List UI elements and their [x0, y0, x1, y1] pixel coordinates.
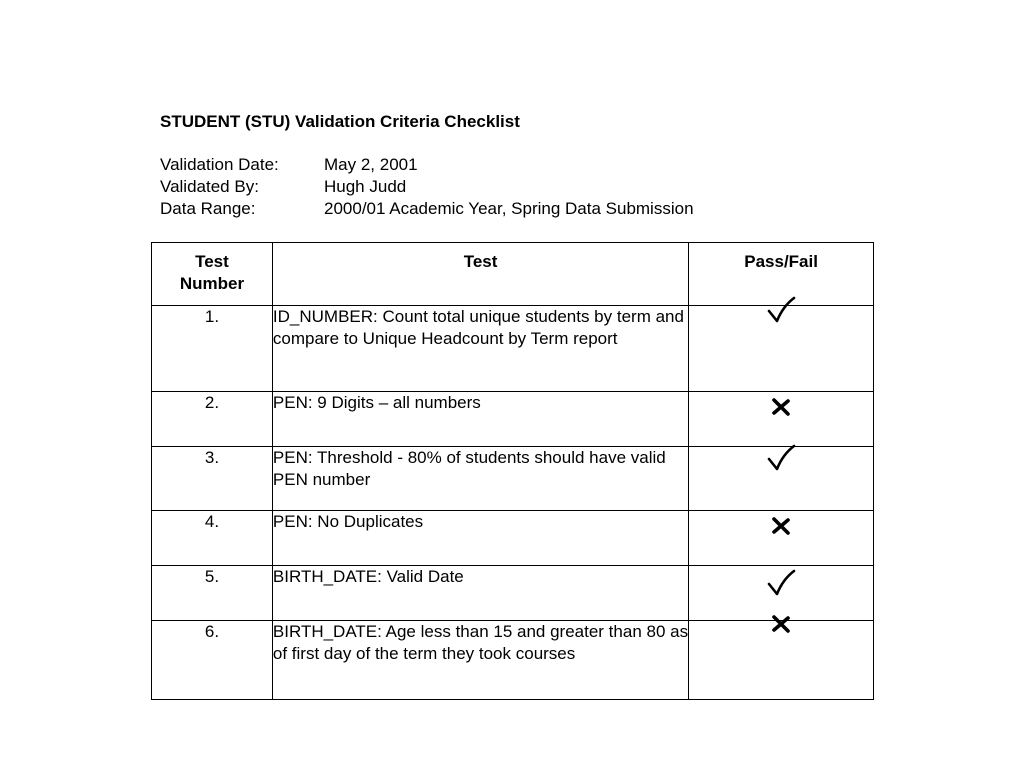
table-row	[152, 621, 874, 700]
test-description-cell: ID_NUMBER: Count total unique students by term and compare to Unique Headcount by Term report	[272, 306, 688, 392]
pass-fail-cell	[689, 392, 874, 447]
test-number-cell: 3.	[152, 447, 273, 511]
cross-mark-icon	[770, 613, 792, 641]
test-description-cell: BIRTH_DATE: Age less than 15 and greater than 80 as of first day of the term they took courses	[272, 621, 688, 700]
test-number-cell: 1.	[152, 306, 273, 392]
cross-mark-icon	[770, 515, 792, 543]
data-range-value: 2000/01 Academic Year, Spring Data Submission	[324, 199, 694, 218]
validation-checklist-table	[151, 242, 874, 700]
table-row	[152, 447, 874, 511]
table-row	[152, 511, 874, 566]
document-title: STUDENT (STU) Validation Criteria Checklist	[160, 112, 520, 131]
test-description-cell: PEN: No Duplicates	[272, 511, 688, 566]
pass-fail-cell	[689, 306, 874, 392]
test-number-cell: 4.	[152, 511, 273, 566]
cross-mark-icon	[770, 396, 792, 424]
header-test-number	[152, 243, 273, 306]
validation-date-row	[160, 154, 694, 176]
data-range-row	[160, 198, 694, 220]
pass-fail-cell	[689, 511, 874, 566]
header-test: Test	[272, 243, 688, 306]
check-mark-icon	[766, 443, 796, 479]
test-description-cell: PEN: 9 Digits – all numbers	[272, 392, 688, 447]
validated-by-value: Hugh Judd	[324, 177, 407, 196]
validated-by-label: Validated By:	[160, 177, 259, 196]
test-description-cell: PEN: Threshold - 80% of students should have valid PEN number	[272, 447, 688, 511]
check-mark-icon	[766, 568, 796, 604]
data-range-label: Data Range:	[160, 199, 256, 218]
table-row	[152, 392, 874, 447]
pass-fail-cell	[689, 447, 874, 511]
test-description-cell: BIRTH_DATE: Valid Date	[272, 566, 688, 621]
test-number-cell: 5.	[152, 566, 273, 621]
validation-date-value: May 2, 2001	[324, 155, 418, 174]
check-mark-icon	[766, 295, 796, 331]
validated-by-row	[160, 176, 694, 198]
test-number-cell: 6.	[152, 621, 273, 700]
header-pass-fail: Pass/Fail	[689, 243, 874, 306]
header-test-number-label: Test Number	[179, 252, 245, 293]
validation-date-label: Validation Date:	[160, 155, 279, 174]
validation-info	[160, 154, 694, 220]
pass-fail-cell	[689, 621, 874, 700]
test-number-cell: 2.	[152, 392, 273, 447]
table-row	[152, 306, 874, 392]
table-row	[152, 566, 874, 621]
